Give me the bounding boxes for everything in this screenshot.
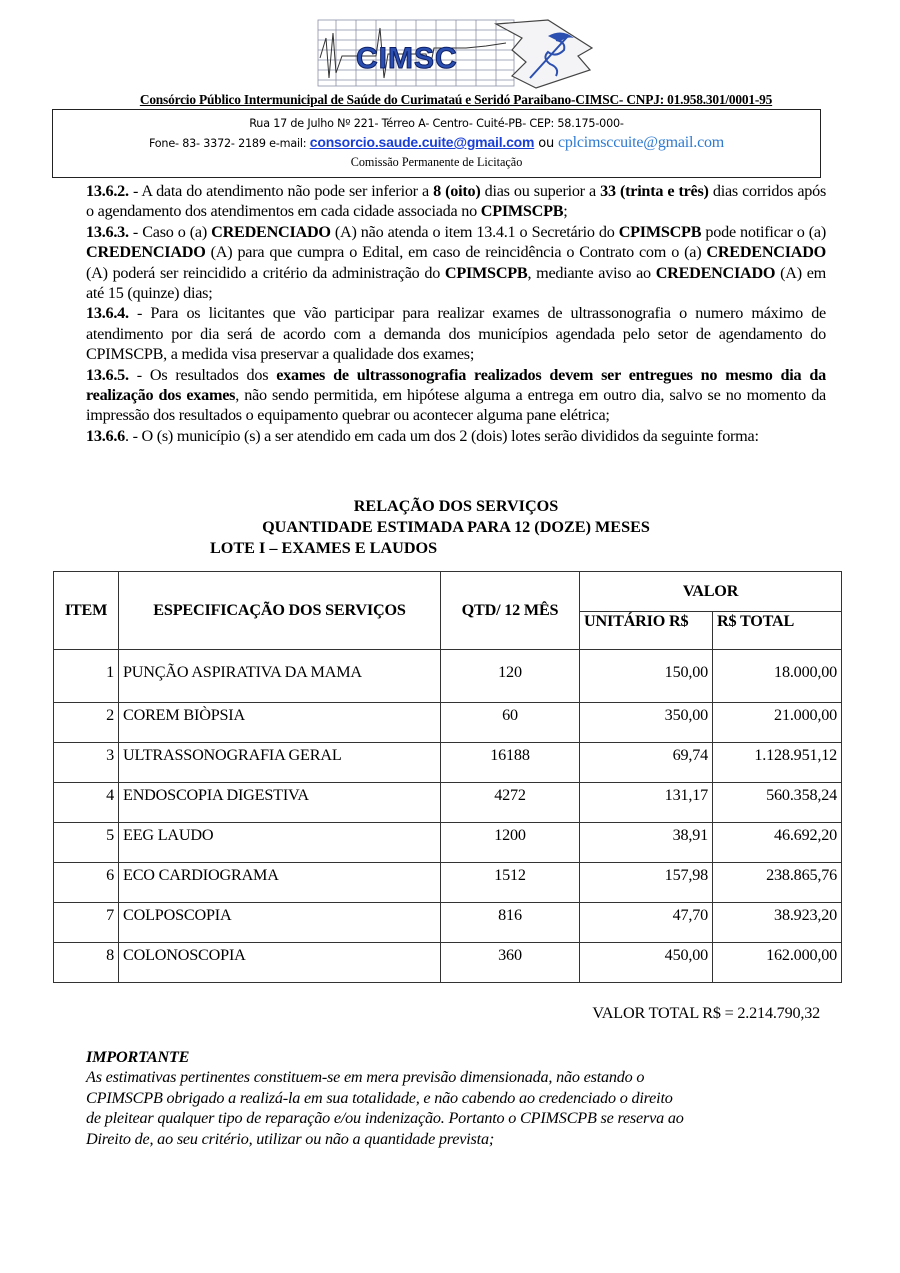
cell-spec: ECO CARDIOGRAMA bbox=[119, 863, 441, 903]
contact-line bbox=[53, 134, 820, 152]
clause-number: 13.6.5. bbox=[86, 365, 129, 384]
table-row bbox=[54, 903, 842, 943]
section-headings bbox=[86, 496, 826, 559]
cell-item: 2 bbox=[54, 703, 119, 743]
important-line: de pleitear qualquer tipo de reparação e/ou indenização. Portanto o CPIMSCPB se reserva ao bbox=[86, 1109, 684, 1128]
cell-item: 6 bbox=[54, 863, 119, 903]
commission-label: Comissão Permanente de Licitação bbox=[350, 155, 523, 169]
cell-unit: 450,00 bbox=[580, 943, 713, 983]
col-header-item: ITEM bbox=[54, 572, 119, 650]
table-row bbox=[54, 943, 842, 983]
cell-item: 4 bbox=[54, 783, 119, 823]
cell-spec: COLONOSCOPIA bbox=[119, 943, 441, 983]
address: Rua 17 de Julho Nº 221- Térreo A- Centro- Cuité-PB- CEP: 58.175-000- bbox=[249, 117, 624, 130]
heading-lote: LOTE I – EXAMES E LAUDOS bbox=[210, 539, 438, 557]
col-header-total: R$ TOTAL bbox=[713, 612, 842, 650]
phone-label: Fone- 83- 3372- 2189 e-mail: bbox=[148, 137, 310, 150]
col-header-valor: VALOR bbox=[580, 572, 842, 612]
cell-total: 38.923,20 bbox=[713, 903, 842, 943]
cell-qtd: 120 bbox=[441, 650, 580, 703]
cell-unit: 157,98 bbox=[580, 863, 713, 903]
clause: 13.6.3. - Caso o (a) CREDENCIADO (A) não atenda o item 13.4.1 o Secretário do CPIMSCPB pode notificar o (a) CREDENCIADO (A) para que cumpra o Edital, em caso de reincidência o Contrato com o (a) CREDENCIADO (A) poderá ser reincidido a critério da administração do CPIMSCPB, mediante aviso ao CREDENCIADO (A) em até 15 (quinze) dias; bbox=[86, 222, 827, 303]
cell-total: 46.692,20 bbox=[713, 823, 842, 863]
important-line: As estimativas pertinentes constituem-se em mera previsão dimensionada, não estando o bbox=[86, 1068, 645, 1087]
cell-item: 1 bbox=[54, 650, 119, 703]
cell-qtd: 16188 bbox=[441, 743, 580, 783]
cell-unit: 47,70 bbox=[580, 903, 713, 943]
important-note bbox=[86, 1047, 826, 1149]
clause-number: 13.6.2. bbox=[86, 182, 129, 200]
grand-total: VALOR TOTAL R$ = 2.214.790,32 bbox=[592, 1004, 820, 1022]
cell-total: 18.000,00 bbox=[713, 650, 842, 703]
cell-qtd: 60 bbox=[441, 703, 580, 743]
table-row bbox=[54, 703, 842, 743]
email-primary-link[interactable]: consorcio.saude.cuite@gmail.com bbox=[309, 134, 535, 150]
table-row bbox=[54, 783, 842, 823]
email-secondary-link[interactable]: cplcimsccuite@gmail.com bbox=[557, 134, 725, 151]
cell-total: 1.128.951,12 bbox=[713, 743, 842, 783]
cimsc-logo bbox=[316, 18, 594, 90]
important-line: CPIMSCPB obrigado a realizá-la em sua totalidade, e não cabendo ao credenciado o direito bbox=[86, 1088, 673, 1107]
table-row bbox=[54, 863, 842, 903]
cell-qtd: 4272 bbox=[441, 783, 580, 823]
clause: 13.6.5. - Os resultados dos exames de ultrassonografia realizados devem ser entregues no mesmo dia da realização dos exames, não sendo permitida, em hipótese alguma a entrega em outro dia, salvo se no momento da impressão dos resultados o equipamento quebrar ou acontecer alguma pane elétrica; bbox=[86, 365, 826, 425]
col-header-qtd: QTD/ 12 MÊS bbox=[441, 572, 580, 650]
cell-unit: 38,91 bbox=[580, 823, 713, 863]
cell-total: 21.000,00 bbox=[713, 703, 842, 743]
svg-text:CIMSC: CIMSC bbox=[356, 42, 458, 75]
org-title: Consórcio Público Intermunicipal de Saúde do Curimataú e Seridó Paraibano-CIMSC- CNPJ: 01.958.301/0001-95 bbox=[139, 92, 773, 107]
cell-qtd: 1512 bbox=[441, 863, 580, 903]
col-header-spec: ESPECIFICAÇÃO DOS SERVIÇOS bbox=[119, 572, 441, 650]
cell-qtd: 360 bbox=[441, 943, 580, 983]
cell-item: 8 bbox=[54, 943, 119, 983]
table-row bbox=[54, 823, 842, 863]
cell-total: 162.000,00 bbox=[713, 943, 842, 983]
col-header-unit: UNITÁRIO R$ bbox=[580, 612, 713, 650]
important-title: IMPORTANTE bbox=[86, 1048, 190, 1066]
cell-spec: ULTRASSONOGRAFIA GERAL bbox=[119, 743, 441, 783]
cell-total: 560.358,24 bbox=[713, 783, 842, 823]
heading-quantidade: QUANTIDADE ESTIMADA PARA 12 (DOZE) MESES bbox=[262, 518, 650, 536]
cell-spec: COREM BIÒPSIA bbox=[119, 703, 441, 743]
cell-unit: 131,17 bbox=[580, 783, 713, 823]
table-row bbox=[54, 743, 842, 783]
cell-item: 5 bbox=[54, 823, 119, 863]
cell-item: 3 bbox=[54, 743, 119, 783]
clause: 13.6.4. - Para os licitantes que vão participar para realizar exames de ultrassonografia o numero máximo de atendimento por dia será de acordo com a demanda dos municípios agendada pelo setor de agendamento do CPIMSCPB, a medida visa preservar a qualidade dos exames; bbox=[86, 304, 826, 364]
cell-qtd: 816 bbox=[441, 903, 580, 943]
cell-unit: 69,74 bbox=[580, 743, 713, 783]
clause-number: 13.6.3. bbox=[86, 222, 129, 241]
or-label: ou bbox=[534, 136, 558, 151]
clause-number: 13.6.4. bbox=[86, 304, 129, 323]
clause-number: 13.6.6 bbox=[86, 426, 125, 445]
clauses-section bbox=[86, 181, 826, 446]
heading-relacao: RELAÇÃO DOS SERVIÇOS bbox=[353, 497, 559, 515]
cell-spec: EEG LAUDO bbox=[119, 823, 441, 863]
cell-item: 7 bbox=[54, 903, 119, 943]
cell-unit: 150,00 bbox=[580, 650, 713, 703]
cell-unit: 350,00 bbox=[580, 703, 713, 743]
table-row bbox=[54, 650, 842, 703]
clause: 13.6.2. - A data do atendimento não pode ser inferior a 8 (oito) dias ou superior a 33 (trinta e três) dias corridos após o agendamento dos atendimentos em cada cidade associada no CPIMSCPB; bbox=[86, 182, 826, 221]
cell-spec: ENDOSCOPIA DIGESTIVA bbox=[119, 783, 441, 823]
cell-spec: COLPOSCOPIA bbox=[119, 903, 441, 943]
header-contact-box bbox=[52, 109, 821, 178]
services-table bbox=[53, 571, 842, 983]
important-line: Direito de, ao seu critério, utilizar ou não a quantidade prevista; bbox=[86, 1129, 495, 1148]
logo-graphic-icon bbox=[316, 18, 594, 90]
cell-qtd: 1200 bbox=[441, 823, 580, 863]
clause: 13.6.6. - O (s) município (s) a ser atendido em cada um dos 2 (dois) lotes serão divididos da seguinte forma: bbox=[86, 426, 759, 445]
cell-spec: PUNÇÃO ASPIRATIVA DA MAMA bbox=[119, 650, 441, 703]
cell-total: 238.865,76 bbox=[713, 863, 842, 903]
